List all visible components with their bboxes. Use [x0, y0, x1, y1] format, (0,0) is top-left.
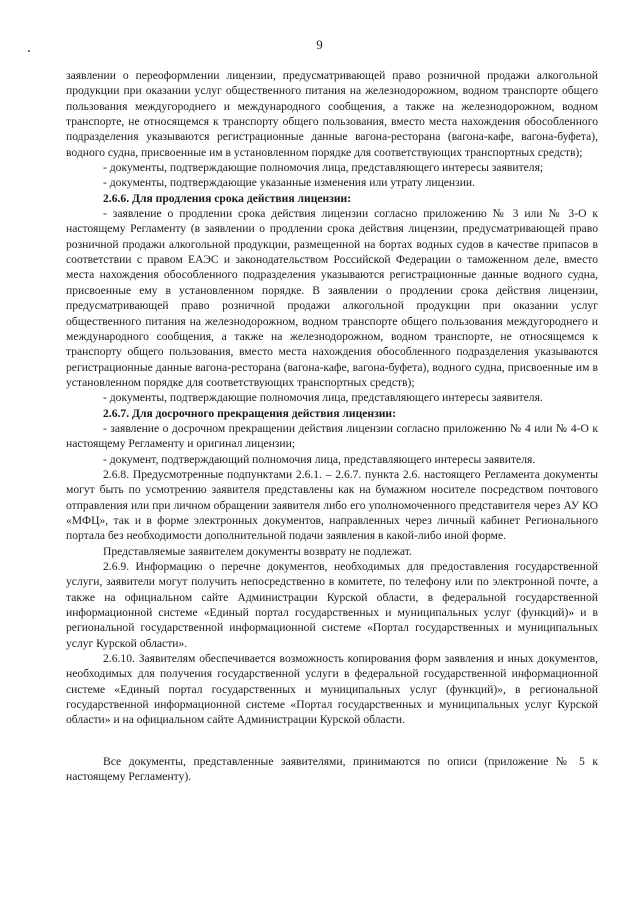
list-item-termination-application: - заявление о досрочном прекращении действия лицензии согласно приложению № 4 или № 4-О к настоящему Регламенту и оригинал лицензии; — [66, 421, 598, 451]
section-heading-2-6-7: 2.6.7. Для досрочного прекращения действия лицензии: — [103, 406, 396, 420]
paragraph-no-return: Представляемые заявителем документы возврату не подлежат. — [103, 544, 412, 558]
list-item-extension-authority-docs: - документы, подтверждающие полномочия лица, представляющего интересы заявителя. — [103, 391, 543, 405]
list-item-termination-authority-doc: - документ, подтверждающий полномочия лица, представляющего интересы заявителя. — [103, 452, 536, 466]
list-item-change-docs: - документы, подтверждающие указанные изменения или утрату лицензии. — [103, 176, 476, 190]
paragraph-2-6-8: 2.6.8. Предусмотренные подпунктами 2.6.1. – 2.6.7. пункта 2.6. настоящего Регламента документы могут быть по усмотрению заявителя представлены как на бумажном носителе посредством почтового отправления или при личном обращении заявителя либо его уполномоченного представителя через АУ КО «МФЦ», так и в форме электронных документов, направленных через личный кабинет Регионального портала без необходимости дополнительной подачи заявления в какой-либо иной форме. — [66, 467, 598, 543]
paragraph-inventory-note: Все документы, представленные заявителями, принимаются по описи (приложение № 5 к настоящему Регламенту). — [66, 754, 598, 784]
section-heading-2-6-6: 2.6.6. Для продления срока действия лицензии: — [103, 191, 352, 205]
spacer — [66, 728, 598, 754]
margin-dot — [28, 50, 30, 52]
page-number: 9 — [316, 37, 323, 52]
paragraph-reissue-continuation: заявлении о переоформлении лицензии, предусматривающей право розничной продажи алкогольной продукции при оказании услуг общественного питания на железнодорожном, водном транспорте общего пользования междугороднего и международного сообщения, а также на железнодорожном, водном транспорте, не относящемся к транспорту общего пользования, вместо места нахождения обособленного подразделения указываются регистрационные данные вагона-ресторана (вагона-кафе, вагона-буфета), водного судна, присвоенные им в установленном порядке для соответствующих транспортных средств); — [66, 69, 598, 159]
document-body — [66, 68, 598, 784]
paragraph-2-6-9: 2.6.9. Информацию о перечне документов, необходимых для предоставления государственной услуги, заявители могут получить непосредственно в комитете, по телефону или по электронной почте, а также на официальном сайте Администрации Курской области, в федеральной государственной информационной системе «Единый портал государственных и муниципальных услуг (функций)» и в региональной государственной информационной системе «Портал государственных и муниципальных услуг Курской области». — [66, 560, 598, 650]
paragraph-2-6-10: 2.6.10. Заявителям обеспечивается возможность копирования форм заявления и иных документов, необходимых для получения государственной услуги в федеральной государственной информационной системе «Единый портал государственных и муниципальных услуг (функций)», в региональной государственной информационной системе «Портал государственных и муниципальных услуг Курской области» и на официальном сайте Администрации Курской области. — [66, 652, 598, 727]
list-item-extension-application: - заявление о продлении срока действия лицензии согласно приложению № 3 или № 3-О к настоящему Регламенту (в заявлении о продлении срока действия лицензии, предусматривающей право розничной продажи алкогольной продукции, размещенной на бортах водных судов в качестве припасов в соответствии с правом ЕАЭС и законодательством Российской Федерации о таможенном деле, вместо места нахождения обособленного подразделения указываются регистрационные данные водного судна, присвоенные ему в установленном порядке. В заявлении о продлении срока действия лицензии, предусматривающей право розничной продажи алкогольной продукции при оказании услуг общественного питания на железнодорожном, водном транспорте общего пользования междугороднего и международного сообщения, а также на железнодорожном, водном транспорте, не относящемся к транспорту общего пользования, вместо места нахождения обособленного подразделения указываются регистрационные данные вагона-ресторана (вагона-кафе, вагона-буфета), водного судна, присвоенные им в установленном порядке для соответствующих транспортных средств); — [66, 207, 598, 389]
list-item-authority-docs: - документы, подтверждающие полномочия лица, представляющего интересы заявителя; — [103, 161, 544, 175]
